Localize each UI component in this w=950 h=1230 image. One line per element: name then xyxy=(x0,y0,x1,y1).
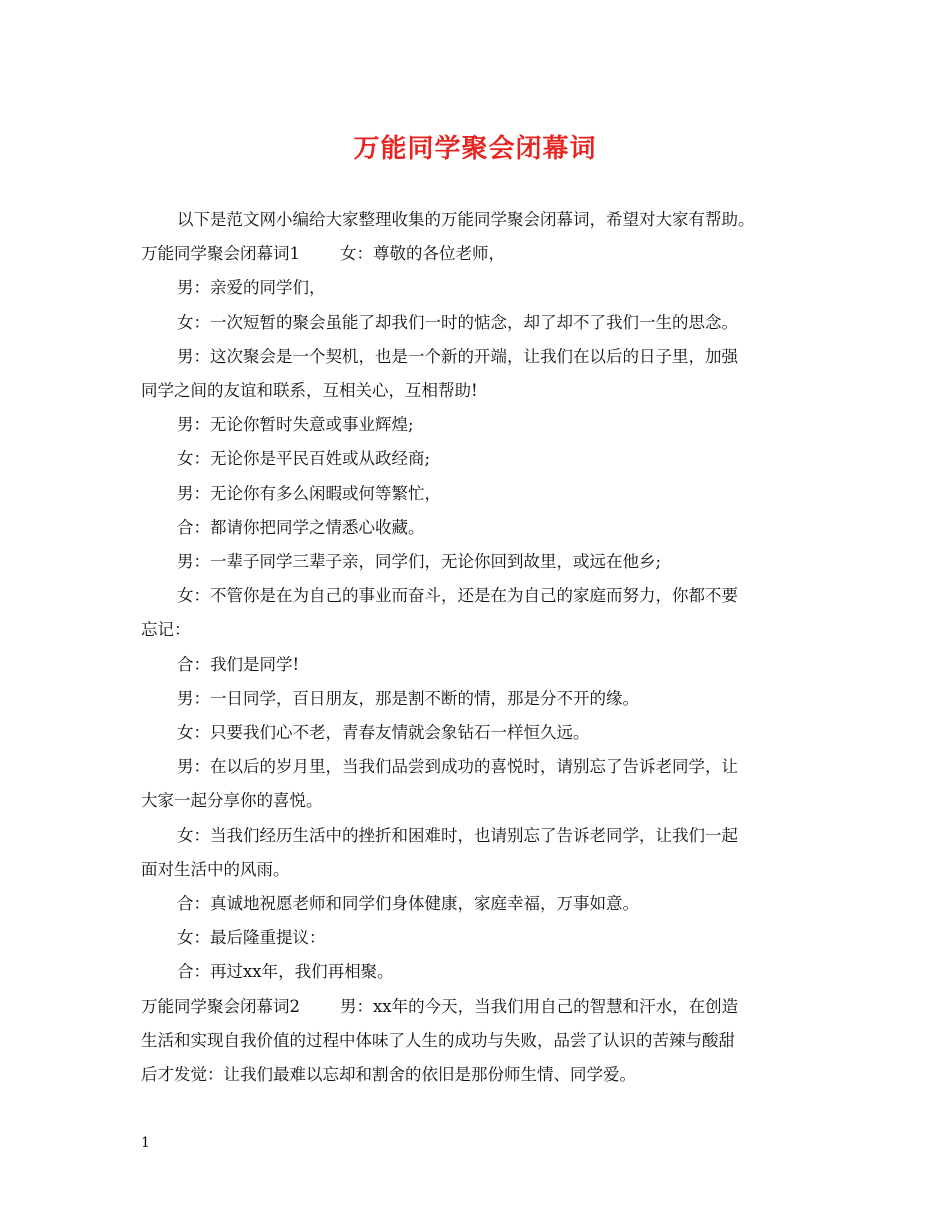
paragraph-line xyxy=(141,648,813,682)
line-text: 合：都请你把同学之情悉心收藏。 xyxy=(177,517,425,537)
line-text: 女：不管你是在为自己的事业而奋斗，还是在为自己的家庭而努力，你都不要 xyxy=(177,586,738,606)
paragraph-line xyxy=(141,579,813,613)
paragraph-line xyxy=(141,306,813,340)
document-body xyxy=(141,203,813,1092)
line-text: 男：这次聚会是一个契机，也是一个新的开端，让我们在以后的日子里，加强 xyxy=(177,346,738,366)
paragraph-line xyxy=(141,853,813,887)
line-text: 男：无论你暂时失意或事业辉煌; xyxy=(177,415,414,435)
paragraph-line xyxy=(141,442,813,476)
paragraph-line xyxy=(141,682,813,716)
paragraph-line xyxy=(141,374,813,408)
paragraph-line xyxy=(141,716,813,750)
paragraph-line xyxy=(141,1024,813,1058)
paragraph-line xyxy=(141,613,813,647)
paragraph-line xyxy=(141,1058,813,1092)
line-text: 面对生活中的风雨。 xyxy=(141,859,290,879)
line-text: 男：在以后的岁月里，当我们品尝到成功的喜悦时，请别忘了告诉老同学，让 xyxy=(177,757,738,777)
paragraph-line xyxy=(141,887,813,921)
document-title: 万能同学聚会闭幕词 xyxy=(353,134,597,164)
line-text: 后才发觉：让我们最难以忘却和割舍的依旧是那份师生情、同学爱。 xyxy=(141,1065,636,1085)
paragraph-line xyxy=(141,408,813,442)
paragraph-line xyxy=(141,271,813,305)
line-text: 合：再过xx年，我们再相聚。 xyxy=(177,962,394,982)
line-text: 忘记： xyxy=(141,620,191,640)
section-label: 万能同学聚会闭幕词2 xyxy=(141,996,300,1016)
line-text: 女：最后隆重提议： xyxy=(177,928,326,948)
line-text: 女：当我们经历生活中的挫折和困难时，也请别忘了告诉老同学，让我们一起 xyxy=(177,825,738,845)
paragraph-line xyxy=(141,511,813,545)
line-text: 男：一日同学，百日朋友，那是割不断的情，那是分不开的缘。 xyxy=(177,688,639,708)
line-text: 合：我们是同学! xyxy=(177,654,300,674)
paragraph-line xyxy=(141,545,813,579)
paragraph-line xyxy=(141,990,813,1024)
line-text: 生活和实现自我价值的过程中体味了人生的成功与失败，品尝了认识的苦辣与酸甜 xyxy=(141,1030,735,1050)
paragraph-line xyxy=(141,819,813,853)
line-text: 女：一次短暂的聚会虽能了却我们一时的惦念，却了却不了我们一生的思念。 xyxy=(177,312,738,332)
paragraph-line xyxy=(141,955,813,989)
section-label: 万能同学聚会闭幕词1 xyxy=(141,244,300,264)
page-number: 1 xyxy=(141,1135,150,1151)
line-text: 女：只要我们心不老，青春友情就会象钻石一样恒久远。 xyxy=(177,723,590,743)
line-text: 合：真诚地祝愿老师和同学们身体健康，家庭幸福，万事如意。 xyxy=(177,894,639,914)
paragraph-line xyxy=(141,921,813,955)
line-text: 大家一起分享你的喜悦。 xyxy=(141,791,323,811)
line-text: 以下是范文网小编给大家整理收集的万能同学聚会闭幕词，希望对大家有帮助。 xyxy=(177,210,755,229)
line-text: 男：一辈子同学三辈子亲，同学们，无论你回到故里，或远在他乡; xyxy=(177,552,662,572)
line-text: 女：无论你是平民百姓或从政经商; xyxy=(177,449,431,469)
paragraph-line xyxy=(141,750,813,784)
paragraph-line xyxy=(141,477,813,511)
line-text: 女：尊敬的各位老师， xyxy=(340,244,505,264)
line-text: 同学之间的友谊和联系，互相关心，互相帮助! xyxy=(141,381,478,401)
paragraph-line xyxy=(141,340,813,374)
line-text: 男：亲爱的同学们， xyxy=(177,278,326,298)
line-text: 男：xx年的今天，当我们用自己的智慧和汗水，在创造 xyxy=(340,996,739,1016)
paragraph-line xyxy=(141,784,813,818)
line-text: 男：无论你有多么闲暇或何等繁忙， xyxy=(177,483,441,503)
paragraph-line xyxy=(141,237,813,271)
paragraph-line xyxy=(141,203,813,237)
